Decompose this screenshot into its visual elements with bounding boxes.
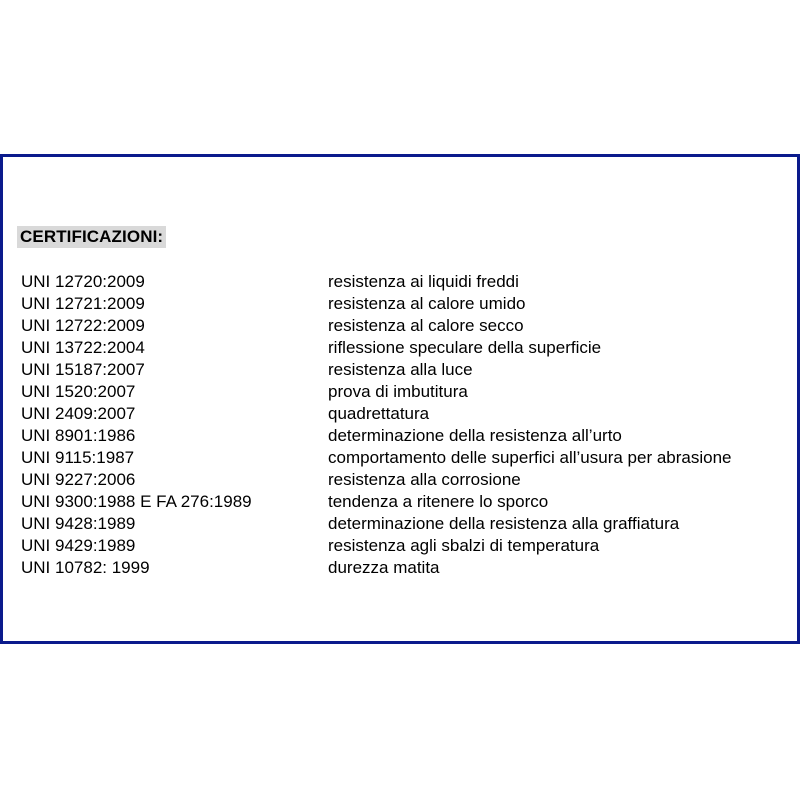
list-item: [21, 535, 791, 557]
standard-code: UNI 12722:2009: [21, 316, 145, 335]
standard-description: prova di imbutitura: [328, 382, 468, 401]
standard-code: UNI 1520:2007: [21, 382, 136, 401]
standard-code: UNI 9227:2006: [21, 470, 136, 489]
standard-description: resistenza agli sbalzi di temperatura: [328, 536, 600, 555]
standard-description: resistenza al calore umido: [328, 294, 526, 313]
standard-code: UNI 10782: 1999: [21, 558, 150, 577]
standard-code: UNI 9115:1987: [21, 448, 135, 467]
standard-description: tendenza a ritenere lo sporco: [328, 492, 549, 511]
certifications-heading: CERTIFICAZIONI:: [17, 226, 166, 248]
list-item: [21, 425, 791, 447]
standard-code: UNI 9428:1989: [21, 514, 136, 533]
standard-description: determinazione della resistenza all’urto: [328, 426, 622, 445]
standard-code: UNI 12721:2009: [21, 294, 145, 313]
list-item: [21, 403, 791, 425]
list-item: [21, 271, 791, 293]
list-item: [21, 337, 791, 359]
list-item: [21, 469, 791, 491]
standard-code: UNI 13722:2004: [21, 338, 145, 357]
standard-description: resistenza alla corrosione: [328, 470, 521, 489]
standard-description: resistenza ai liquidi freddi: [328, 272, 519, 291]
standard-code: UNI 12720:2009: [21, 272, 145, 291]
standard-code: UNI 2409:2007: [21, 404, 136, 423]
standard-code: UNI 8901:1986: [21, 426, 136, 445]
list-item: [21, 315, 791, 337]
standard-description: resistenza al calore secco: [328, 316, 524, 335]
list-item: [21, 513, 791, 535]
list-item: [21, 557, 791, 579]
standard-description: durezza matita: [328, 558, 440, 577]
list-item: [21, 293, 791, 315]
list-item: [21, 491, 791, 513]
standard-description: determinazione della resistenza alla graffiatura: [328, 514, 680, 533]
standard-description: riflessione speculare della superficie: [328, 338, 602, 357]
standard-code: UNI 9429:1989: [21, 536, 136, 555]
certifications-list: [21, 271, 791, 579]
list-item: [21, 381, 791, 403]
standard-code: UNI 9300:1988 E FA 276:1989: [21, 492, 252, 511]
standard-description: comportamento delle superfici all’usura per abrasione: [328, 448, 732, 467]
standard-description: quadrettatura: [328, 404, 430, 423]
list-item: [21, 359, 791, 381]
standard-description: resistenza alla luce: [328, 360, 473, 379]
list-item: [21, 447, 791, 469]
standard-code: UNI 15187:2007: [21, 360, 145, 379]
